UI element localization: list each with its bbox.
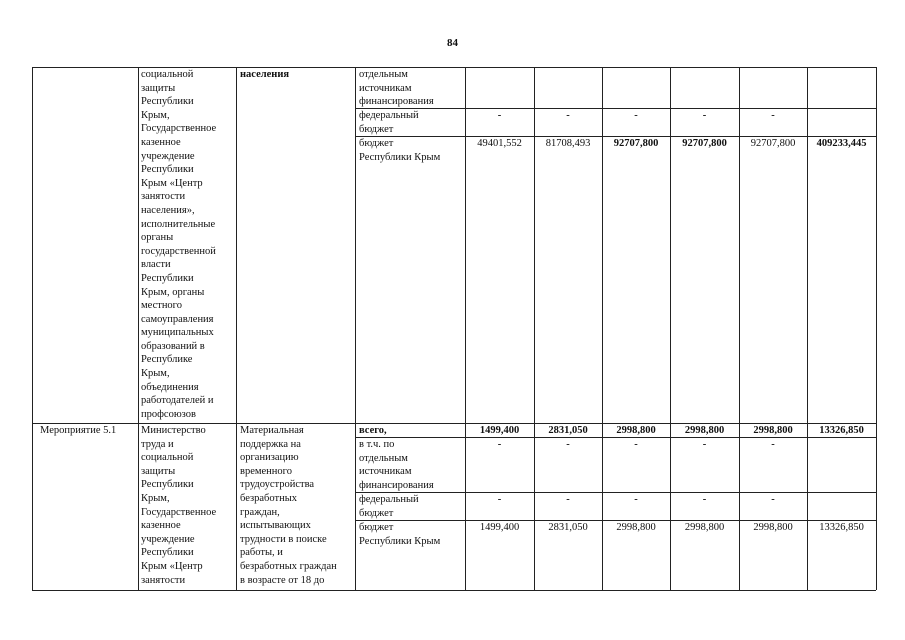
table-rule <box>32 590 876 591</box>
funding-source: федеральный бюджет <box>359 494 419 519</box>
value-cell: - <box>634 439 638 450</box>
value-cell: 13326,850 <box>819 425 864 436</box>
value-cell: - <box>497 494 502 505</box>
value-cell: - <box>497 110 502 121</box>
value-cell: 92707,800 <box>613 138 659 149</box>
funding-source: отдельным источникам финансирования <box>359 69 434 108</box>
task-cell: Материальная поддержка на организацию временного трудоустройства безработных граждан, испытывающих трудности в поиске работы, и безработных граждан в возрасте от 18 до <box>240 425 337 586</box>
value-cell: - <box>497 439 502 450</box>
value-cell: 2998,800 <box>684 522 725 533</box>
value-cell: - <box>634 494 638 505</box>
table-rule <box>138 67 139 590</box>
funding-source: в т.ч. по отдельным источникам финансирования <box>359 439 434 491</box>
table-rule <box>355 67 356 590</box>
value-cell: 2831,050 <box>548 522 588 533</box>
value-cell: 2998,800 <box>616 522 656 533</box>
value-cell: - <box>566 439 570 450</box>
value-cell: 81708,493 <box>545 138 591 149</box>
value-cell: - <box>702 439 707 450</box>
value-cell: 1499,400 <box>479 522 520 533</box>
value-cell: 2831,050 <box>548 425 588 436</box>
value-cell: 92707,800 <box>750 138 796 149</box>
value-cell: - <box>771 494 775 505</box>
value-cell: 2998,800 <box>616 425 656 436</box>
value-cell: 92707,800 <box>682 138 727 149</box>
table-rule <box>32 67 33 590</box>
value-cell: - <box>702 494 707 505</box>
funding-source: всего, <box>359 425 387 436</box>
funding-source: бюджет Республики Крым <box>359 522 441 547</box>
value-cell: - <box>634 110 638 121</box>
table-rule <box>876 67 877 590</box>
page-number: 84 <box>447 37 458 49</box>
executor-cell: Министерство труда и социальной защиты Республики Крым, Государственное казенное учреждение Республики Крым «Центр занятости <box>141 425 217 586</box>
value-cell: 1499,400 <box>479 425 520 436</box>
value-cell: 409233,445 <box>816 138 867 149</box>
executor-cell: социальной защиты Республики Крым, Государственное казенное учреждение Республики Крым «Центр занятости населения», исполнительные органы государственной власти Республики Крым, органы местного самоуправления муниципальных образований в Республике Крым, объединения работодателей и профсоюзов <box>141 69 217 420</box>
funding-source: федеральный бюджет <box>359 110 419 135</box>
funding-source: бюджет Республики Крым <box>359 138 441 163</box>
value-cell: - <box>566 494 570 505</box>
event-name: Мероприятие 5.1 <box>40 425 117 436</box>
value-cell: - <box>702 110 707 121</box>
value-cell: - <box>771 439 775 450</box>
table-rule <box>236 67 237 590</box>
value-cell: 2998,800 <box>753 522 793 533</box>
value-cell: - <box>566 110 570 121</box>
value-cell: 13326,850 <box>819 522 864 533</box>
value-cell: 2998,800 <box>684 425 725 436</box>
value-cell: 2998,800 <box>753 425 793 436</box>
value-cell: 49401,552 <box>477 138 522 149</box>
task-cell: населения <box>240 69 290 80</box>
value-cell: - <box>771 110 775 121</box>
